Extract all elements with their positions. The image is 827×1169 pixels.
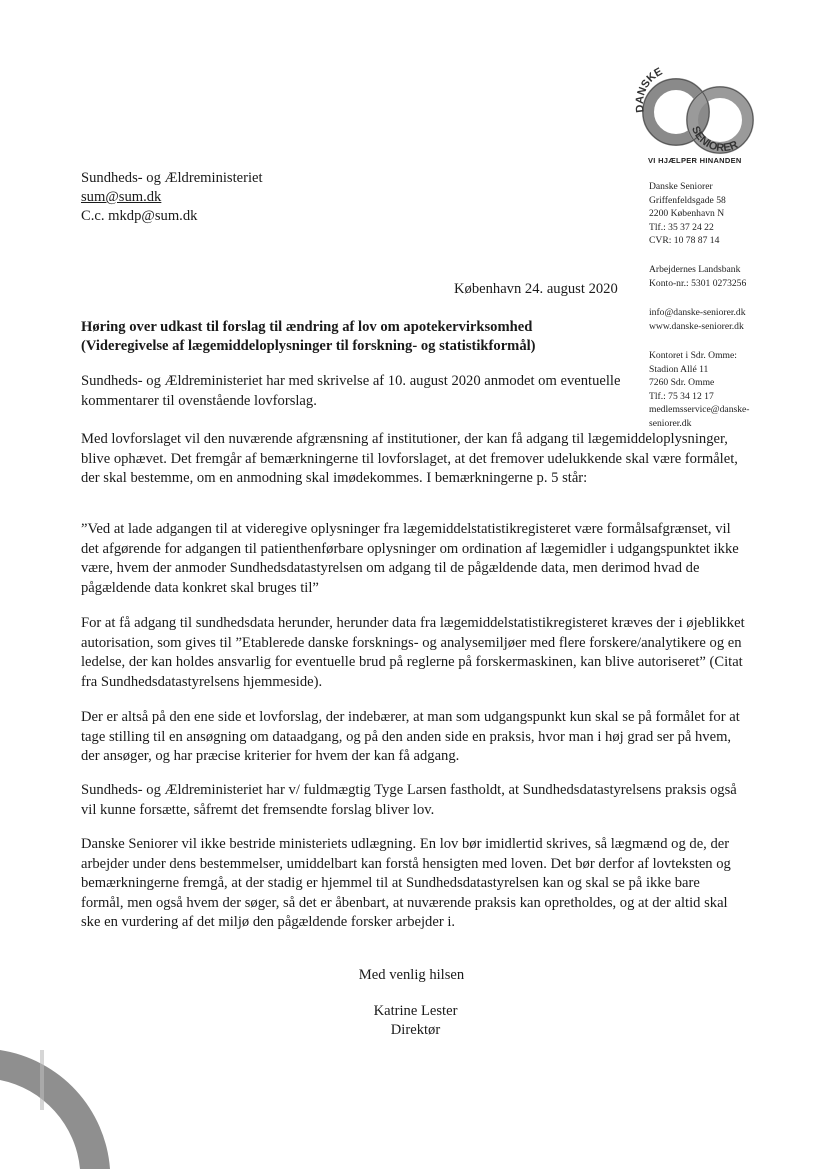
recipient-cc: C.c. mkdp@sum.dk xyxy=(81,208,198,224)
signer-name: Katrine Lester xyxy=(373,1003,458,1019)
logo-tagline: VI HJÆLPER HINANDEN xyxy=(648,156,742,165)
website: www.danske-seniorer.dk xyxy=(649,320,744,332)
cvr: CVR: 10 78 87 14 xyxy=(649,235,720,247)
body-paragraph-2: Med lovforslaget vil den nuværende afgrænsning af institutioner, der kan få adgang til lægemiddeloplysninger, blive ophævet. Det fremgår af bemærkningerne til lovforslaget, at det fremover udelukkende skal være formålet, der skal bestemme, om en anmodning skal imødekommes. I bemærkningerne p. 5 står: xyxy=(81,431,738,486)
office-phone: Tlf.: 75 34 12 17 xyxy=(649,390,714,402)
letter-subject xyxy=(81,318,621,356)
sidebar-address xyxy=(649,180,726,248)
svg-text:DANSKE: DANSKE xyxy=(633,66,665,114)
account-number: Konto-nr.: 5301 0273256 xyxy=(649,277,747,289)
office-email-part2: seniorer.dk xyxy=(649,417,692,429)
logo-rings-icon xyxy=(630,66,760,164)
body-paragraph-6: Sundheds- og Ældreministeriet har v/ fuldmægtig Tyge Larsen fastholdt, at Sundhedsdatastyrelsens praksis også vil kunne forsætte, såfremt det fremsendte forslag bliver lov. xyxy=(81,782,737,818)
signer-title: Direktør xyxy=(390,1022,441,1038)
postal-city: 2200 København N xyxy=(649,208,725,220)
body-paragraph-5: Der er altså på den ene side et lovforslag, der indebærer, at man som udgangspunkt kun skal se på formålet for at tage stilling til en ansøgning om dataadgang, og på den anden side en praksis, hvor man i høj grad ser på hvem, der ansøger, og har præcise kriterier for hvem der kan få adgang. xyxy=(81,709,740,764)
subject-line-1: Høring over udkast til forslag til ændring af lov om apotekervirksomhed xyxy=(81,319,533,335)
office-street: Stadion Allé 11 xyxy=(649,363,709,375)
org-name: Danske Seniorer xyxy=(649,181,713,192)
street: Griffenfeldsgade 58 xyxy=(649,194,726,206)
body-paragraph-4: For at få adgang til sundhedsdata herunder, herunder data fra lægemiddelstatistikregisteret kræves der i øjeblikket autorisation, som gives til ”Etablerede danske forsknings- og analysemiljøer med flere forskere/analytikere og en ledelse, der kan holdes ansvarlig for eventuelle brud på reglerne på forskermaskinen, kan blive autoriseret” (Citat fra Sundhedsdatastyrelsens hjemmeside). xyxy=(81,615,745,690)
phone: Tlf.: 35 37 24 22 xyxy=(649,221,714,233)
closing-greeting: Med venlig hilsen xyxy=(358,967,465,983)
recipient-email-link[interactable]: sum@sum.dk xyxy=(81,189,162,205)
sidebar-web xyxy=(649,306,746,333)
sidebar-office xyxy=(649,349,749,431)
office-email-part1: medlemsservice@danske- xyxy=(649,404,750,416)
corner-arc-decoration xyxy=(0,1040,140,1169)
body-paragraph-7: Danske Seniorer vil ikke bestride ministeriets udlægning. En lov bør imidlertid skrives, så lægmænd og de, der arbejder under dens bestemmelser, umiddelbart kan forstå hensigten med loven. Det bør derfor af lovteksten og bemærkningerne fremgå, at der stadig er hjemmel til at Sundhedsdatastyrelsen kan og skal se på ikke bare formål, men også hvem der søger, så det er åbenbart, at nuværende praksis kan opretholdes, og at der altid skal ske en vurdering af det miljø den pågældende forsker arbejder i. xyxy=(81,836,731,930)
body-quote: ”Ved at lade adgangen til at videregive oplysninger fra lægemiddelstatistikregisteret være formålsafgrænset, vil det afgørende for adgangen til patienthenførbare oplysninger om ordination af lægemidler i udgangspunktet ikke være, hvem der anmoder Sundhedsdatastyrelsen om adgang til de pågældende data, men derimod hvad de pågældende data konkret skal bruges til” xyxy=(81,521,739,596)
sidebar-bank xyxy=(649,263,746,290)
danske-seniorer-logo xyxy=(630,66,760,164)
letter-date: København 24. august 2020 xyxy=(454,281,618,297)
recipient-name: Sundheds- og Ældreministeriet xyxy=(81,170,263,186)
contact-email: info@danske-seniorer.dk xyxy=(649,307,746,318)
body-paragraph-1: Sundheds- og Ældreministeriet har med skrivelse af 10. august 2020 anmodet om eventuelle kommentarer til ovenstående lovforslag. xyxy=(81,373,621,409)
bank-name: Arbejdernes Landsbank xyxy=(649,264,741,275)
office-heading: Kontoret i Sdr. Omme: xyxy=(649,350,737,361)
office-postal: 7260 Sdr. Omme xyxy=(649,377,715,389)
recipient-block xyxy=(81,169,263,226)
svg-text:SENIORER: SENIORER xyxy=(689,124,740,155)
subject-line-2: (Videregivelse af lægemiddeloplysninger til forskning- og statistikformål) xyxy=(81,338,536,354)
